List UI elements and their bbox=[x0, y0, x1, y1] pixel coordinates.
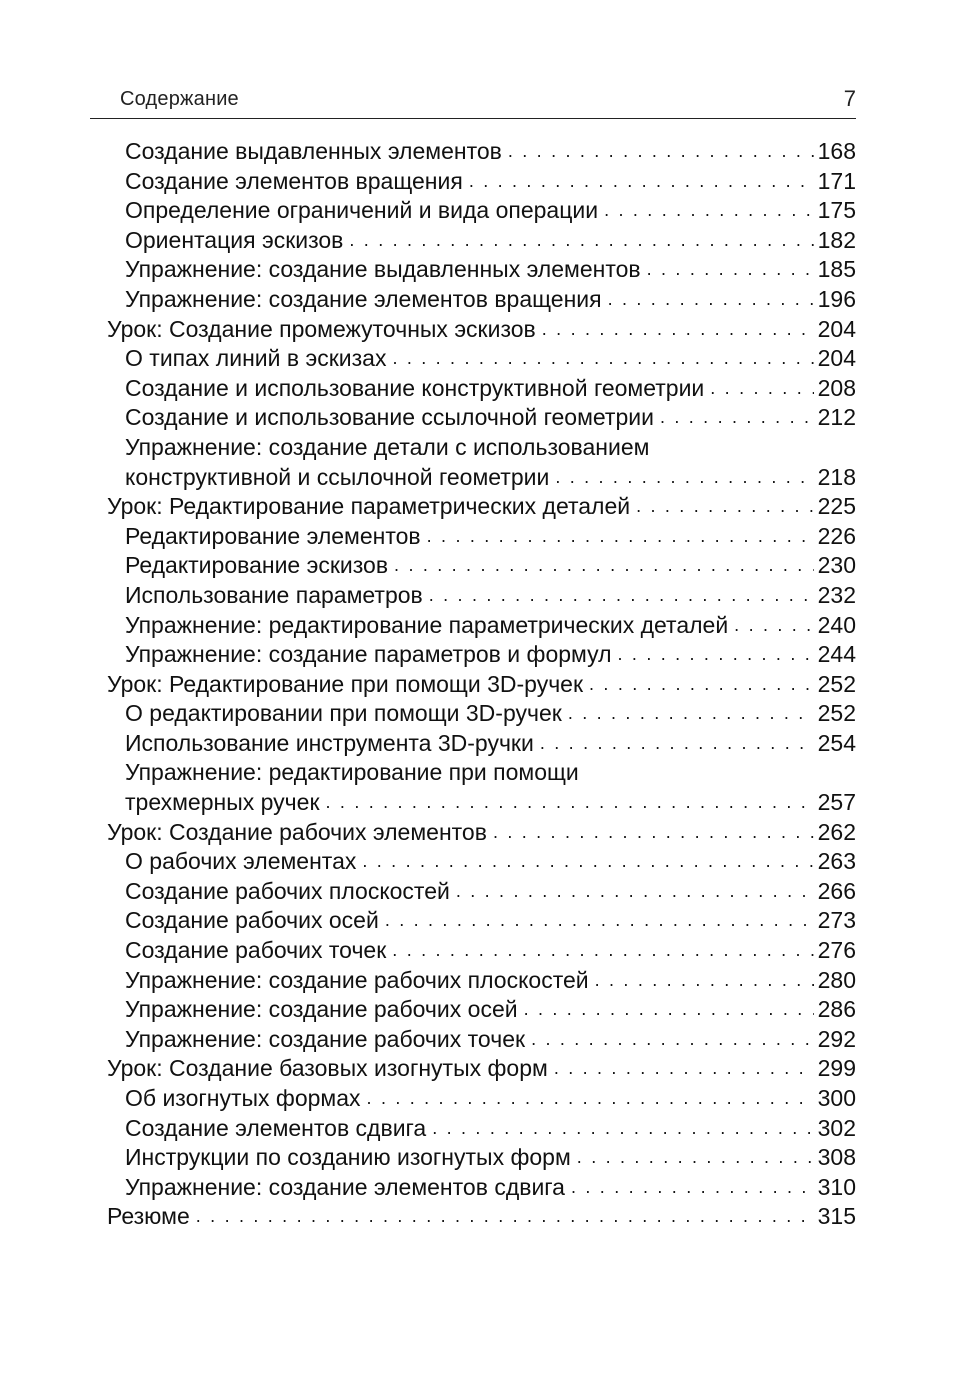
toc-dot-leader bbox=[392, 344, 813, 374]
toc-entry-page: 230 bbox=[817, 552, 856, 579]
toc-entry-page: 182 bbox=[817, 226, 856, 253]
toc-dot-leader bbox=[554, 1054, 814, 1084]
toc-dot-leader bbox=[540, 729, 814, 759]
toc-dot-leader bbox=[362, 847, 813, 877]
toc-entry-page: 244 bbox=[817, 641, 856, 668]
toc-subsection-entry bbox=[107, 285, 856, 315]
toc-lesson-entry bbox=[107, 818, 856, 848]
toc-entry-title: О типах линий в эскизах bbox=[125, 345, 387, 372]
toc-dot-leader bbox=[493, 818, 814, 848]
toc-entry-title: Упражнение: создание параметров и формул bbox=[125, 641, 612, 668]
toc-entry-title: Урок: Редактирование параметрических деталей bbox=[107, 493, 631, 520]
toc-dot-leader bbox=[571, 1173, 814, 1203]
toc-entry-title: Создание рабочих осей bbox=[125, 907, 379, 934]
toc-dot-leader bbox=[367, 1084, 814, 1114]
toc-dot-leader bbox=[456, 877, 814, 907]
toc-dot-leader bbox=[604, 196, 814, 226]
toc-subsection-entry bbox=[107, 226, 856, 256]
toc-lesson-entry bbox=[107, 1202, 856, 1232]
toc-entry-title: Создание элементов вращения bbox=[125, 167, 463, 194]
toc-entry-page: 308 bbox=[817, 1144, 856, 1171]
toc-entry-title: Упражнение: редактирование параметрических деталей bbox=[125, 611, 729, 638]
toc-dot-leader bbox=[524, 995, 814, 1025]
toc-subsection-entry bbox=[107, 640, 856, 670]
toc-dot-leader bbox=[326, 788, 814, 818]
toc-entry-title: О редактировании при помощи 3D-ручек bbox=[125, 700, 562, 727]
toc-entry-title: Инструкции по созданию изогнутых форм bbox=[125, 1144, 571, 1171]
toc-dot-leader bbox=[394, 551, 814, 581]
toc-entry-title: Использование параметров bbox=[125, 581, 423, 608]
toc-subsection-entry bbox=[107, 877, 856, 907]
toc-dot-leader bbox=[469, 167, 814, 197]
toc-entry-title: Упражнение: создание рабочих точек bbox=[125, 1025, 526, 1052]
toc-subsection-entry bbox=[107, 196, 856, 226]
toc-dot-leader bbox=[577, 1143, 814, 1173]
toc-entry-title: конструктивной и ссылочной геометрии bbox=[125, 463, 550, 490]
toc-entry-title: Упражнение: создание рабочих плоскостей bbox=[125, 966, 589, 993]
toc-entry-page: 252 bbox=[817, 700, 856, 727]
toc-dot-leader bbox=[349, 226, 813, 256]
toc-entry-page: 232 bbox=[817, 581, 856, 608]
toc-dot-leader bbox=[608, 285, 814, 315]
toc-entry-page: 310 bbox=[817, 1173, 856, 1200]
toc-entry-page: 300 bbox=[817, 1085, 856, 1111]
toc-dot-leader bbox=[385, 906, 814, 936]
toc-dot-leader bbox=[427, 522, 814, 552]
toc-entry-title: Определение ограничений и вида операции bbox=[125, 197, 599, 224]
toc-dot-leader bbox=[432, 1114, 813, 1144]
toc-entry-title: Урок: Создание промежуточных эскизов bbox=[107, 315, 536, 342]
table-of-contents bbox=[107, 137, 856, 1232]
toc-entry-page: 196 bbox=[817, 285, 856, 312]
toc-subsection-entry bbox=[107, 906, 856, 936]
toc-dot-leader bbox=[568, 699, 814, 729]
toc-entry-page: 276 bbox=[817, 937, 856, 964]
toc-entry-title: Создание и использование ссылочной геометрии bbox=[125, 404, 654, 431]
toc-subsection-entry bbox=[107, 788, 856, 818]
toc-entry-title: О рабочих элементах bbox=[125, 848, 357, 875]
toc-entry-page: 171 bbox=[817, 167, 856, 194]
toc-subsection-entry bbox=[107, 255, 856, 285]
toc-dot-leader bbox=[555, 463, 813, 493]
toc-subsection-entry bbox=[107, 936, 856, 966]
toc-dot-leader bbox=[636, 492, 814, 522]
toc-entry-title: Об изогнутых формах bbox=[125, 1085, 361, 1111]
toc-subsection-entry bbox=[107, 966, 856, 996]
toc-entry-title: Урок: Создание базовых изогнутых форм bbox=[107, 1055, 548, 1082]
toc-entry-page: 262 bbox=[817, 818, 856, 845]
toc-lesson-entry bbox=[107, 1054, 856, 1084]
toc-dot-leader bbox=[508, 137, 814, 167]
toc-subsection-entry bbox=[107, 403, 856, 433]
toc-entry-page: 225 bbox=[817, 493, 856, 520]
toc-dot-leader bbox=[542, 315, 814, 345]
toc-subsection-entry bbox=[107, 1025, 856, 1055]
page-number: 7 bbox=[843, 86, 856, 111]
toc-subsection-entry bbox=[107, 699, 856, 729]
toc-entry-title: Создание выдавленных элементов bbox=[125, 138, 502, 164]
toc-entry-page: 302 bbox=[817, 1114, 856, 1141]
toc-entry-title: Урок: Создание рабочих элементов bbox=[107, 818, 487, 845]
toc-entry-page: 208 bbox=[817, 374, 856, 401]
toc-entry-page: 175 bbox=[817, 197, 856, 224]
toc-entry-page: 252 bbox=[817, 670, 856, 697]
toc-entry-title: Создание рабочих плоскостей bbox=[125, 877, 450, 904]
toc-entry-title: Упражнение: создание элементов вращения bbox=[125, 285, 602, 312]
toc-subsection-entry bbox=[107, 463, 856, 493]
toc-entry-page: 168 bbox=[817, 138, 856, 164]
toc-subsection-entry bbox=[107, 522, 856, 552]
toc-entry-page: 226 bbox=[817, 522, 856, 549]
toc-subsection-entry bbox=[107, 1114, 856, 1144]
toc-lesson-entry bbox=[107, 492, 856, 522]
toc-entry-title: Урок: Редактирование при помощи 3D-ручек bbox=[107, 670, 584, 697]
toc-entry-page: 273 bbox=[817, 907, 856, 934]
toc-entry-page: 212 bbox=[817, 404, 856, 431]
toc-entry-page: 292 bbox=[817, 1025, 856, 1052]
toc-entry-page: 280 bbox=[817, 966, 856, 993]
toc-subsection-entry bbox=[107, 1143, 856, 1173]
toc-entry-title: Упражнение: создание элементов сдвига bbox=[125, 1173, 565, 1200]
toc-entry-page: 218 bbox=[817, 463, 856, 490]
toc-subsection-entry bbox=[107, 995, 856, 1025]
toc-entry-page: 240 bbox=[817, 611, 856, 638]
toc-entry-page: 299 bbox=[817, 1055, 856, 1082]
toc-entry-title: Редактирование элементов bbox=[125, 522, 421, 549]
toc-subsection-entry bbox=[107, 729, 856, 759]
toc-dot-leader bbox=[595, 966, 814, 996]
toc-entry-title: Использование инструмента 3D-ручки bbox=[125, 729, 534, 756]
toc-dot-leader bbox=[392, 936, 813, 966]
toc-subsection-entry bbox=[107, 551, 856, 581]
toc-subsection-entry bbox=[107, 344, 856, 374]
toc-dot-leader bbox=[589, 670, 814, 700]
toc-subsection-entry bbox=[107, 167, 856, 197]
toc-lesson-entry bbox=[107, 670, 856, 700]
toc-entry-title: Редактирование эскизов bbox=[125, 552, 389, 579]
toc-entry-title: Упражнение: создание детали с использованием bbox=[125, 433, 650, 460]
toc-dot-leader bbox=[531, 1025, 814, 1055]
toc-entry-page: 204 bbox=[817, 345, 856, 372]
toc-entry-title: Резюме bbox=[107, 1203, 190, 1230]
toc-entry-title: Создание элементов сдвига bbox=[125, 1114, 427, 1141]
toc-subsection-entry bbox=[107, 847, 856, 877]
toc-entry-page: 263 bbox=[817, 848, 856, 875]
toc-subsection-entry bbox=[107, 374, 856, 404]
page-header bbox=[90, 84, 856, 119]
toc-subsection-entry bbox=[107, 1084, 856, 1114]
toc-dot-leader bbox=[710, 374, 813, 404]
header-title: Содержание bbox=[120, 88, 239, 110]
toc-subsection-entry bbox=[107, 137, 856, 167]
toc-subsection-entry bbox=[107, 1173, 856, 1203]
toc-dot-leader bbox=[429, 581, 814, 611]
toc-entry-page: 204 bbox=[817, 315, 856, 342]
toc-dot-leader bbox=[660, 403, 814, 433]
toc-entry-page: 257 bbox=[817, 789, 856, 816]
toc-subsection-entry bbox=[107, 611, 856, 641]
toc-entry-title: Ориентация эскизов bbox=[125, 226, 344, 253]
toc-entry-page: 286 bbox=[817, 996, 856, 1023]
toc-subsection-entry bbox=[107, 433, 856, 463]
toc-entry-title: Создание и использование конструктивной геометрии bbox=[125, 374, 705, 401]
toc-dot-leader bbox=[196, 1202, 814, 1232]
toc-dot-leader bbox=[734, 611, 813, 641]
toc-lesson-entry bbox=[107, 315, 856, 345]
toc-subsection-entry bbox=[107, 758, 856, 788]
toc-entry-title: Создание рабочих точек bbox=[125, 937, 387, 964]
toc-dot-leader bbox=[647, 255, 814, 285]
toc-dot-leader bbox=[618, 640, 814, 670]
toc-entry-page: 315 bbox=[817, 1203, 856, 1230]
toc-entry-title: Упражнение: создание рабочих осей bbox=[125, 996, 518, 1023]
toc-entry-page: 266 bbox=[817, 877, 856, 904]
toc-entry-title: Упражнение: редактирование при помощи bbox=[125, 759, 579, 786]
toc-entry-page: 254 bbox=[817, 729, 856, 756]
toc-entry-title: трехмерных ручек bbox=[125, 789, 320, 816]
toc-subsection-entry bbox=[107, 581, 856, 611]
toc-entry-title: Упражнение: создание выдавленных элементов bbox=[125, 256, 641, 283]
toc-entry-page: 185 bbox=[817, 256, 856, 283]
